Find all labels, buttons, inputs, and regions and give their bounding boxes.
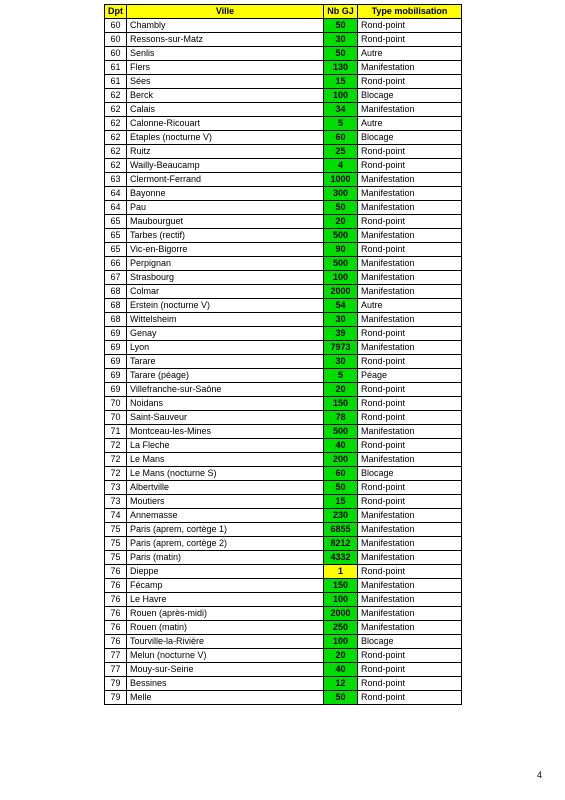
header-ville: Ville [127, 5, 324, 19]
cell-type-mobilisation: Manifestation [358, 313, 462, 327]
cell-type-mobilisation: Rond-point [358, 495, 462, 509]
cell-nb-gj: 50 [324, 19, 358, 33]
cell-type-mobilisation: Manifestation [358, 173, 462, 187]
cell-dpt: 69 [105, 327, 127, 341]
cell-type-mobilisation: Manifestation [358, 453, 462, 467]
cell-type-mobilisation: Manifestation [358, 579, 462, 593]
cell-ville: Le Mans (nocturne S) [127, 467, 324, 481]
cell-dpt: 72 [105, 467, 127, 481]
cell-ville: Perpignan [127, 257, 324, 271]
cell-nb-gj: 2000 [324, 285, 358, 299]
cell-ville: Annemasse [127, 509, 324, 523]
cell-type-mobilisation: Manifestation [358, 425, 462, 439]
table-row [105, 271, 462, 285]
cell-dpt: 65 [105, 215, 127, 229]
cell-dpt: 63 [105, 173, 127, 187]
cell-ville: Maubourguet [127, 215, 324, 229]
cell-ville: Noidans [127, 397, 324, 411]
cell-dpt: 76 [105, 593, 127, 607]
table-row [105, 551, 462, 565]
cell-ville: Clermont-Ferrand [127, 173, 324, 187]
cell-ville: Genay [127, 327, 324, 341]
cell-nb-gj: 500 [324, 257, 358, 271]
cell-dpt: 77 [105, 663, 127, 677]
cell-type-mobilisation: Rond-point [358, 397, 462, 411]
cell-nb-gj: 130 [324, 61, 358, 75]
cell-dpt: 68 [105, 285, 127, 299]
cell-ville: Tarare (péage) [127, 369, 324, 383]
cell-type-mobilisation: Rond-point [358, 677, 462, 691]
cell-dpt: 73 [105, 495, 127, 509]
cell-type-mobilisation: Rond-point [358, 411, 462, 425]
cell-type-mobilisation: Manifestation [358, 257, 462, 271]
table-row [105, 173, 462, 187]
cell-ville: Dieppe [127, 565, 324, 579]
cell-type-mobilisation: Autre [358, 47, 462, 61]
cell-ville: Rouen (matin) [127, 621, 324, 635]
table-row [105, 61, 462, 75]
cell-dpt: 72 [105, 439, 127, 453]
table-row [105, 243, 462, 257]
table-row [105, 257, 462, 271]
page-number: 4 [537, 770, 543, 780]
cell-type-mobilisation: Manifestation [358, 61, 462, 75]
cell-ville: Wailly-Beaucamp [127, 159, 324, 173]
cell-ville: Villefranche-sur-Saône [127, 383, 324, 397]
cell-nb-gj: 50 [324, 691, 358, 705]
cell-type-mobilisation: Manifestation [358, 341, 462, 355]
table-row [105, 649, 462, 663]
table-row [105, 299, 462, 313]
cell-dpt: 73 [105, 481, 127, 495]
cell-nb-gj: 100 [324, 593, 358, 607]
cell-nb-gj: 50 [324, 481, 358, 495]
table-row [105, 201, 462, 215]
table-row [105, 89, 462, 103]
cell-type-mobilisation: Rond-point [358, 481, 462, 495]
cell-nb-gj: 15 [324, 75, 358, 89]
cell-nb-gj: 300 [324, 187, 358, 201]
cell-type-mobilisation: Blocage [358, 89, 462, 103]
cell-dpt: 74 [105, 509, 127, 523]
cell-type-mobilisation: Rond-point [358, 439, 462, 453]
cell-dpt: 66 [105, 257, 127, 271]
cell-ville: Le Mans [127, 453, 324, 467]
cell-nb-gj: 4 [324, 159, 358, 173]
table-row [105, 33, 462, 47]
cell-nb-gj: 30 [324, 33, 358, 47]
cell-dpt: 70 [105, 397, 127, 411]
cell-ville: Moutiers [127, 495, 324, 509]
table-row [105, 607, 462, 621]
cell-ville: Calonne-Ricouart [127, 117, 324, 131]
cell-dpt: 62 [105, 89, 127, 103]
cell-type-mobilisation: Rond-point [358, 649, 462, 663]
cell-dpt: 76 [105, 565, 127, 579]
cell-ville: Ruitz [127, 145, 324, 159]
cell-ville: Chambly [127, 19, 324, 33]
table-row [105, 383, 462, 397]
cell-nb-gj: 60 [324, 467, 358, 481]
cell-type-mobilisation: Manifestation [358, 201, 462, 215]
table-header-row [105, 5, 462, 19]
cell-dpt: 71 [105, 425, 127, 439]
table-body [105, 19, 462, 705]
cell-type-mobilisation: Manifestation [358, 551, 462, 565]
cell-dpt: 69 [105, 355, 127, 369]
mobilisation-table [104, 4, 462, 705]
cell-type-mobilisation: Manifestation [358, 229, 462, 243]
cell-nb-gj: 40 [324, 663, 358, 677]
cell-dpt: 79 [105, 677, 127, 691]
cell-dpt: 77 [105, 649, 127, 663]
cell-ville: Paris (aprem, cortège 2) [127, 537, 324, 551]
table-row [105, 523, 462, 537]
cell-nb-gj: 54 [324, 299, 358, 313]
table-row [105, 509, 462, 523]
cell-type-mobilisation: Autre [358, 117, 462, 131]
cell-ville: Pau [127, 201, 324, 215]
table-row [105, 285, 462, 299]
cell-nb-gj: 30 [324, 313, 358, 327]
cell-nb-gj: 200 [324, 453, 358, 467]
cell-nb-gj: 1000 [324, 173, 358, 187]
cell-type-mobilisation: Rond-point [358, 691, 462, 705]
cell-dpt: 76 [105, 635, 127, 649]
header-nb-gj: Nb GJ [324, 5, 358, 19]
cell-nb-gj: 100 [324, 635, 358, 649]
cell-dpt: 76 [105, 579, 127, 593]
cell-type-mobilisation: Blocage [358, 635, 462, 649]
cell-type-mobilisation: Péage [358, 369, 462, 383]
table-row [105, 47, 462, 61]
table-row [105, 355, 462, 369]
cell-nb-gj: 4332 [324, 551, 358, 565]
table-row [105, 663, 462, 677]
cell-ville: Bessines [127, 677, 324, 691]
cell-dpt: 64 [105, 201, 127, 215]
cell-type-mobilisation: Rond-point [358, 19, 462, 33]
table-row [105, 677, 462, 691]
cell-type-mobilisation: Manifestation [358, 509, 462, 523]
table-row [105, 187, 462, 201]
cell-nb-gj: 90 [324, 243, 358, 257]
table-row [105, 593, 462, 607]
cell-type-mobilisation: Blocage [358, 467, 462, 481]
table-row [105, 159, 462, 173]
cell-ville: Rouen (après-midi) [127, 607, 324, 621]
cell-ville: Flers [127, 61, 324, 75]
cell-type-mobilisation: Manifestation [358, 187, 462, 201]
cell-nb-gj: 60 [324, 131, 358, 145]
cell-ville: Etaples (nocturne V) [127, 131, 324, 145]
cell-nb-gj: 20 [324, 215, 358, 229]
cell-dpt: 62 [105, 103, 127, 117]
cell-type-mobilisation: Manifestation [358, 103, 462, 117]
cell-nb-gj: 7973 [324, 341, 358, 355]
cell-nb-gj: 500 [324, 425, 358, 439]
table-row [105, 117, 462, 131]
cell-ville: Sées [127, 75, 324, 89]
cell-type-mobilisation: Rond-point [358, 75, 462, 89]
cell-nb-gj: 34 [324, 103, 358, 117]
cell-nb-gj: 100 [324, 89, 358, 103]
cell-dpt: 72 [105, 453, 127, 467]
table-row [105, 537, 462, 551]
cell-nb-gj: 100 [324, 271, 358, 285]
table-row [105, 327, 462, 341]
table-row [105, 481, 462, 495]
cell-ville: Wittelsheim [127, 313, 324, 327]
cell-nb-gj: 150 [324, 397, 358, 411]
cell-type-mobilisation: Manifestation [358, 285, 462, 299]
cell-dpt: 62 [105, 145, 127, 159]
cell-type-mobilisation: Rond-point [358, 327, 462, 341]
cell-nb-gj: 250 [324, 621, 358, 635]
cell-dpt: 65 [105, 229, 127, 243]
cell-nb-gj: 39 [324, 327, 358, 341]
cell-dpt: 69 [105, 341, 127, 355]
cell-dpt: 70 [105, 411, 127, 425]
cell-nb-gj: 8212 [324, 537, 358, 551]
cell-nb-gj: 230 [324, 509, 358, 523]
cell-type-mobilisation: Rond-point [358, 383, 462, 397]
cell-ville: Erstein (nocturne V) [127, 299, 324, 313]
cell-dpt: 61 [105, 75, 127, 89]
cell-type-mobilisation: Rond-point [358, 355, 462, 369]
cell-ville: Tarbes (rectif) [127, 229, 324, 243]
cell-dpt: 69 [105, 383, 127, 397]
cell-nb-gj: 5 [324, 369, 358, 383]
table-row [105, 565, 462, 579]
cell-ville: Paris (aprem, cortège 1) [127, 523, 324, 537]
table-row [105, 19, 462, 33]
cell-type-mobilisation: Autre [358, 299, 462, 313]
cell-dpt: 68 [105, 313, 127, 327]
cell-ville: Mouy-sur-Seine [127, 663, 324, 677]
cell-dpt: 60 [105, 47, 127, 61]
table-row [105, 439, 462, 453]
cell-dpt: 62 [105, 159, 127, 173]
cell-dpt: 79 [105, 691, 127, 705]
table-row [105, 229, 462, 243]
cell-nb-gj: 15 [324, 495, 358, 509]
cell-nb-gj: 500 [324, 229, 358, 243]
cell-type-mobilisation: Rond-point [358, 145, 462, 159]
cell-dpt: 76 [105, 607, 127, 621]
cell-ville: Tourville-la-Rivière [127, 635, 324, 649]
cell-type-mobilisation: Rond-point [358, 215, 462, 229]
cell-ville: Tarare [127, 355, 324, 369]
cell-ville: Berck [127, 89, 324, 103]
cell-dpt: 75 [105, 523, 127, 537]
cell-type-mobilisation: Rond-point [358, 663, 462, 677]
table-row [105, 397, 462, 411]
cell-dpt: 64 [105, 187, 127, 201]
cell-nb-gj: 5 [324, 117, 358, 131]
cell-dpt: 76 [105, 621, 127, 635]
cell-ville: Fécamp [127, 579, 324, 593]
table-row [105, 369, 462, 383]
cell-ville: Bayonne [127, 187, 324, 201]
cell-dpt: 68 [105, 299, 127, 313]
cell-dpt: 62 [105, 131, 127, 145]
cell-type-mobilisation: Rond-point [358, 243, 462, 257]
table-row [105, 425, 462, 439]
cell-dpt: 62 [105, 117, 127, 131]
header-dpt: Dpt [105, 5, 127, 19]
cell-type-mobilisation: Manifestation [358, 523, 462, 537]
cell-ville: Melle [127, 691, 324, 705]
table-row [105, 145, 462, 159]
cell-type-mobilisation: Manifestation [358, 621, 462, 635]
table-row [105, 495, 462, 509]
cell-nb-gj: 30 [324, 355, 358, 369]
cell-dpt: 69 [105, 369, 127, 383]
cell-type-mobilisation: Manifestation [358, 271, 462, 285]
cell-ville: Calais [127, 103, 324, 117]
cell-ville: Senlis [127, 47, 324, 61]
table-row [105, 341, 462, 355]
table-row [105, 215, 462, 229]
cell-type-mobilisation: Manifestation [358, 537, 462, 551]
cell-ville: Lyon [127, 341, 324, 355]
cell-ville: Melun (nocturne V) [127, 649, 324, 663]
table-row [105, 635, 462, 649]
cell-dpt: 75 [105, 551, 127, 565]
table-row [105, 75, 462, 89]
cell-ville: Paris (matin) [127, 551, 324, 565]
cell-ville: Strasbourg [127, 271, 324, 285]
cell-type-mobilisation: Blocage [358, 131, 462, 145]
table-row [105, 313, 462, 327]
table-row [105, 621, 462, 635]
header-type-mobilisation: Type mobilisation [358, 5, 462, 19]
cell-dpt: 61 [105, 61, 127, 75]
cell-nb-gj: 150 [324, 579, 358, 593]
cell-type-mobilisation: Manifestation [358, 593, 462, 607]
cell-dpt: 65 [105, 243, 127, 257]
cell-ville: Albertville [127, 481, 324, 495]
cell-type-mobilisation: Manifestation [358, 607, 462, 621]
cell-type-mobilisation: Rond-point [358, 33, 462, 47]
cell-dpt: 75 [105, 537, 127, 551]
table-row [105, 411, 462, 425]
cell-ville: Vic-en-Bigorre [127, 243, 324, 257]
cell-nb-gj: 40 [324, 439, 358, 453]
cell-nb-gj: 78 [324, 411, 358, 425]
cell-ville: Saint-Sauveur [127, 411, 324, 425]
cell-dpt: 67 [105, 271, 127, 285]
cell-ville: Colmar [127, 285, 324, 299]
cell-nb-gj: 20 [324, 383, 358, 397]
cell-type-mobilisation: Rond-point [358, 159, 462, 173]
table-row [105, 467, 462, 481]
cell-nb-gj: 2000 [324, 607, 358, 621]
cell-nb-gj: 20 [324, 649, 358, 663]
cell-nb-gj: 6855 [324, 523, 358, 537]
table-row [105, 453, 462, 467]
cell-ville: La Fleche [127, 439, 324, 453]
table-row [105, 131, 462, 145]
cell-type-mobilisation: Rond-point [358, 565, 462, 579]
cell-ville: Ressons-sur-Matz [127, 33, 324, 47]
cell-nb-gj: 25 [324, 145, 358, 159]
table-row [105, 691, 462, 705]
cell-dpt: 60 [105, 33, 127, 47]
cell-dpt: 60 [105, 19, 127, 33]
cell-nb-gj: 50 [324, 47, 358, 61]
table-row [105, 579, 462, 593]
cell-nb-gj: 12 [324, 677, 358, 691]
cell-ville: Montceau-les-Mines [127, 425, 324, 439]
table-row [105, 103, 462, 117]
cell-nb-gj: 50 [324, 201, 358, 215]
cell-nb-gj: 1 [324, 565, 358, 579]
cell-ville: Le Havre [127, 593, 324, 607]
